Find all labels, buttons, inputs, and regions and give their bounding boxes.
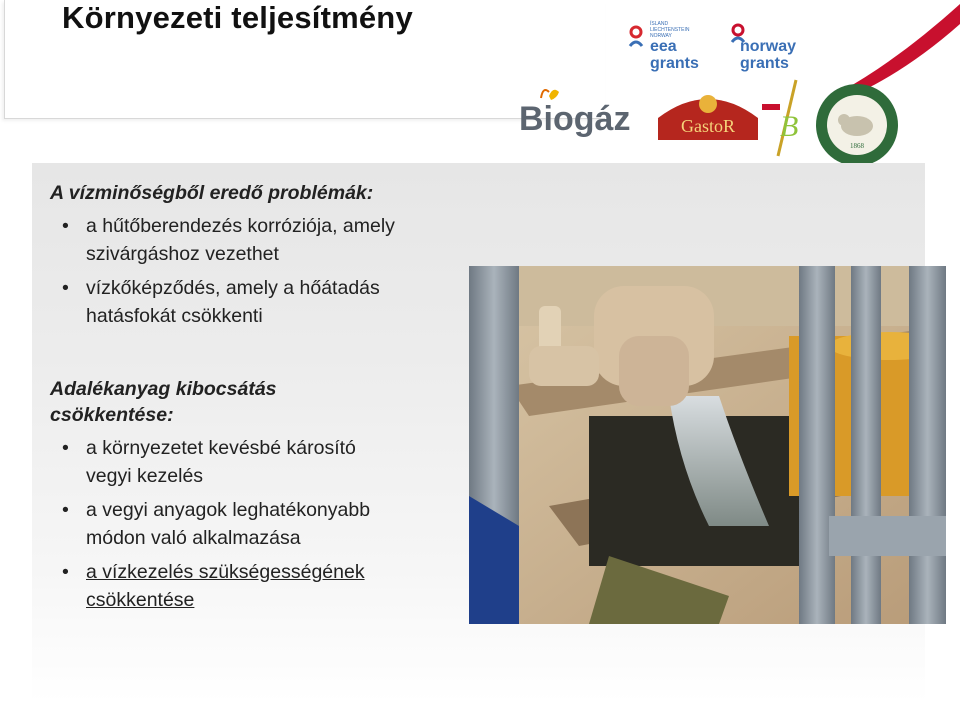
svg-text:grants: grants [740,55,789,72]
svg-text:norway: norway [740,38,797,55]
gastor-logo [654,84,762,144]
svg-text:B: B [780,110,799,143]
list-item: • a vegyi anyagok leghatékonyabb módon való alkalmazása [50,496,370,552]
svg-text:grants: grants [650,55,699,72]
svg-text:1868: 1868 [850,142,864,150]
list-item: • a vízkezelés szükségességének csökkentése [50,558,370,614]
section-heading: Adalékanyag kibocsátás [50,378,277,400]
section-heading: A vízminőségből eredő problémák: [50,182,374,204]
norway-grants-logo [730,16,816,72]
list-item: • vízkőképződés, amely a hőátadás hatásfokát csökkenti [50,274,395,330]
svg-text:eea: eea [650,38,677,55]
bullet-icon: • [62,437,69,459]
svg-text:GastoR: GastoR [681,116,735,136]
section-water-problems [50,180,395,330]
svg-text:LIECHTENSTEIN: LIECHTENSTEIN [650,27,690,33]
bullet-icon: • [62,215,69,237]
svg-text:ÍSLAND: ÍSLAND [650,21,669,27]
bullet-icon: • [62,499,69,521]
university-seal-logo [814,82,900,168]
section-additive-reduction [50,376,370,614]
cooling-water-photo [469,266,946,624]
list-item: • a hűtőberendezés korróziója, amely szivárgáshoz vezethet [50,212,395,268]
svg-text:NORWAY: NORWAY [650,33,672,39]
eea-grants-logo [626,16,712,72]
list-item: • a környezetet kevésbé károsító vegyi kezelés [50,434,370,490]
svg-text:Biogáz: Biogáz [519,100,631,138]
bullet-icon: • [62,561,69,583]
bullet-icon: • [62,277,69,299]
red-swoosh-graphic [800,0,960,92]
slide-title: Környezeti teljesítmény [62,0,413,35]
b-leaf-logo [762,76,806,160]
biogaz-logo [519,82,633,144]
section-heading-continued: csökkentése: [50,404,174,426]
